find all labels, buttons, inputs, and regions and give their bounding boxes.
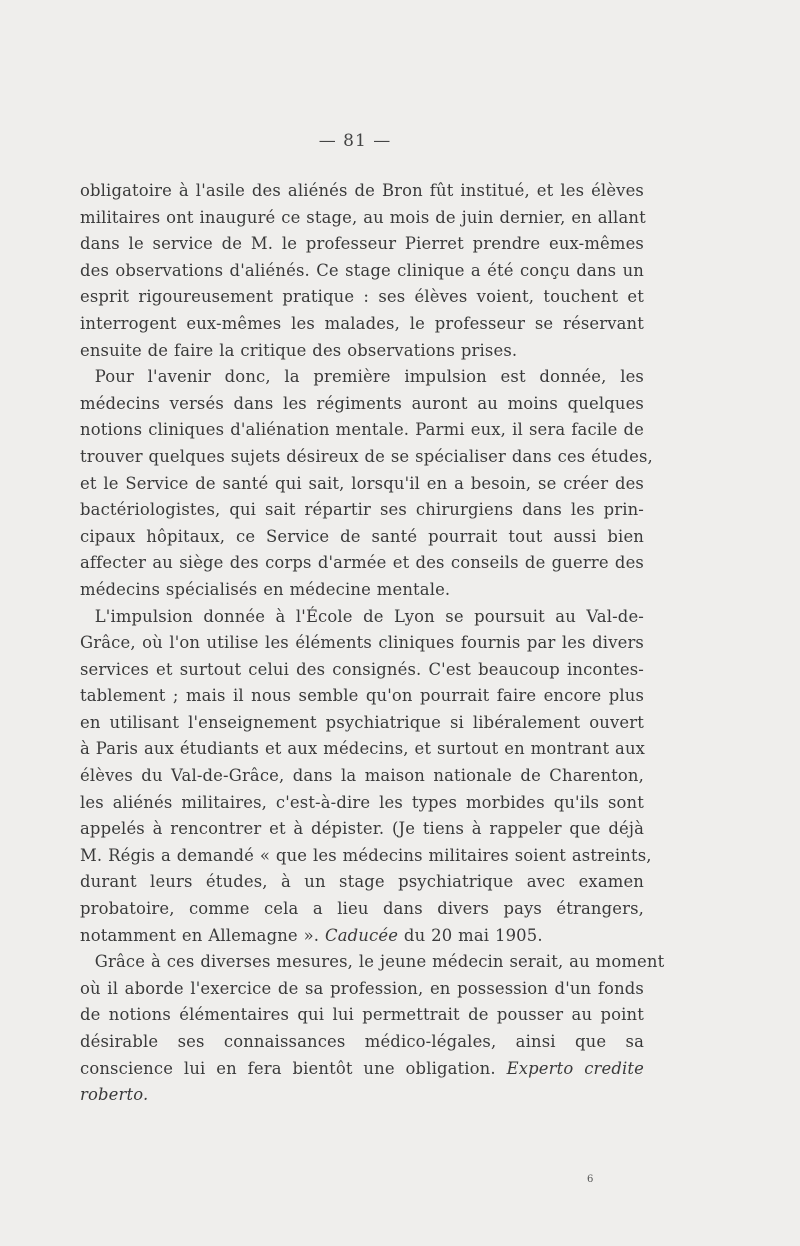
page-number: — 81 —	[318, 131, 392, 151]
latin-phrase: Experto credite	[506, 1058, 644, 1078]
text-line: cipaux hôpitaux, ce Service de santé pourrait tout aussi bien	[80, 526, 644, 546]
signature-mark: 6	[587, 1174, 594, 1185]
text-line	[80, 923, 644, 950]
text-line: dans le service de M. le professeur Pierret prendre eux-mêmes	[80, 234, 644, 254]
text-line: Grâce à ces diverses mesures, le jeune médecin serait, au moment	[94, 952, 665, 972]
text-line: de notions élémentaires qui lui permettrait de pousser au point	[80, 1005, 644, 1025]
text-line: Grâce, où l'on utilise les éléments cliniques fournis par les divers	[80, 633, 644, 653]
text-line: des observations d'aliénés. Ce stage clinique a été conçu dans un	[80, 260, 644, 280]
text-line: durant leurs études, à un stage psychiatrique avec examen	[80, 872, 644, 892]
text-line: roberto.	[80, 1085, 149, 1105]
text-line: médecins versés dans les régiments auront au moins quelques	[80, 393, 644, 413]
text-line: tablement ; mais il nous semble qu'on pourrait faire encore plus	[80, 686, 644, 706]
text-line: L'impulsion donnée à l'École de Lyon se poursuit au Val-de-	[94, 606, 644, 626]
text-fragment: conscience lui en fera bientôt une obligation.	[80, 1058, 496, 1078]
text-line: ensuite de faire la critique des observations prises.	[80, 340, 518, 360]
text-line: esprit rigoureusement pratique : ses élèves voient, touchent et	[80, 287, 644, 307]
text-line: trouver quelques sujets désireux de se spécialiser dans ces études,	[80, 446, 653, 466]
text-line: où il aborde l'exercice de sa profession, en possession d'un fonds	[80, 978, 644, 998]
journal-title: Caducée	[325, 925, 399, 945]
text-line: bactériologistes, qui sait répartir ses chirurgiens dans les prin-	[80, 500, 644, 520]
text-line: obligatoire à l'asile des aliénés de Bron fût institué, et les élèves	[80, 181, 644, 200]
body-text	[80, 178, 665, 1109]
text-line: en utilisant l'enseignement psychiatrique si libéralement ouvert	[80, 712, 644, 732]
text-line: M. Régis a demandé « que les médecins militaires soient astreints,	[80, 845, 652, 865]
text-line: Pour l'avenir donc, la première impulsion est donnée, les	[94, 367, 644, 387]
text-line: désirable ses connaissances médico-légales, ainsi que sa	[80, 1032, 644, 1051]
text-line: médecins spécialisés en médecine mentale.	[80, 579, 451, 599]
text-line: services et surtout celui des consignés. C'est beaucoup incontes-	[80, 659, 644, 679]
text-line: militaires ont inauguré ce stage, au mois de juin dernier, en allant	[80, 207, 646, 227]
text-line: à Paris aux étudiants et aux médecins, et surtout en montrant aux	[80, 739, 646, 759]
text-line	[80, 1056, 644, 1083]
text-line: interrogent eux-mêmes les malades, le professeur se réservant	[80, 313, 644, 333]
text-line: notions cliniques d'aliénation mentale. Parmi eux, il sera facile de	[80, 420, 644, 440]
text-line: et le Service de santé qui sait, lorsqu'il en a besoin, se créer des	[80, 473, 644, 493]
text-line: affecter au siège des corps d'armée et des conseils de guerre des	[80, 553, 644, 573]
text-line: appelés à rencontrer et à dépister. (Je tiens à rappeler que déjà	[80, 819, 644, 839]
text-line: probatoire, comme cela a lieu dans divers pays étrangers,	[80, 899, 644, 919]
text-line: élèves du Val-de-Grâce, dans la maison nationale de Charenton,	[80, 766, 644, 786]
text-fragment: du 20 mai 1905.	[403, 925, 543, 945]
text-line: les aliénés militaires, c'est-à-dire les types morbides qu'ils sont	[80, 792, 644, 812]
text-fragment: notamment en Allemagne ».	[80, 925, 320, 945]
